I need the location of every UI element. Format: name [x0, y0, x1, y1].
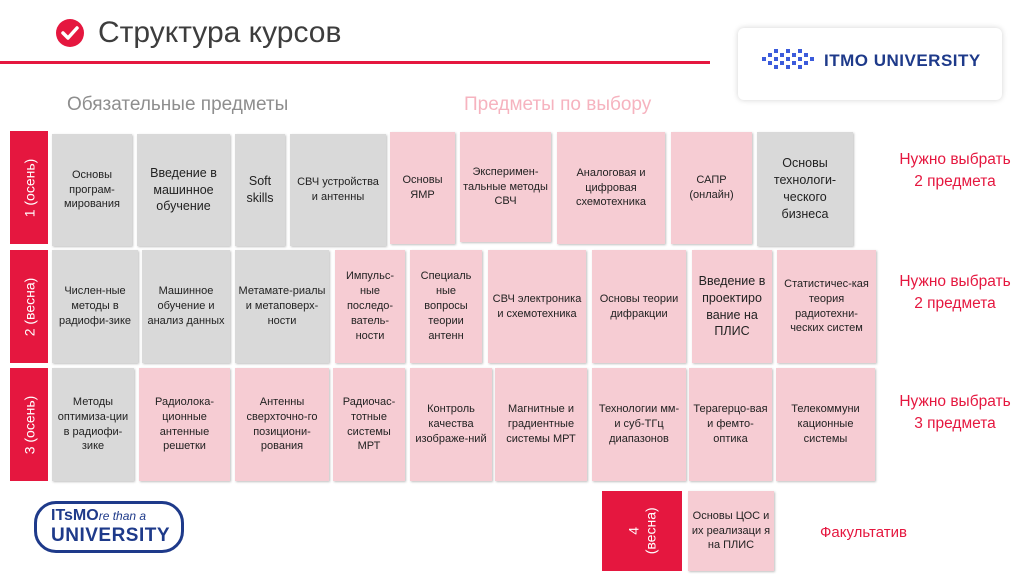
semester-2-label: 2 (весна) — [10, 250, 48, 363]
course-box: Терагерцо-вая и фемто-оптика — [689, 368, 772, 481]
course-box: Числен-ные методы в радиофи-зике — [52, 250, 138, 363]
elective-optional-note: Факультатив — [820, 524, 907, 541]
course-box: Основы ЯМР — [390, 132, 455, 244]
course-box: Аналоговая и цифровая схемотехника — [557, 132, 665, 244]
checkmark-icon — [56, 19, 84, 47]
course-box: Метамате-риалы и метаповерх-ности — [235, 250, 329, 363]
course-box: Введение в проектиро вание на ПЛИС — [692, 250, 772, 363]
course-box: Эксперимен-тальные методы СВЧ — [460, 132, 551, 242]
course-box: Контроль качества изображе-ний — [410, 368, 492, 481]
course-box: Введение в машинное обучение — [137, 134, 230, 246]
course-box: Радиочас-тотные системы МРТ — [333, 368, 405, 481]
course-box: Основы теории дифракции — [592, 250, 686, 363]
semester-4-label: 4 (весна) — [602, 491, 682, 571]
semester-3-label: 3 (осень) — [10, 368, 48, 481]
selection-note-3: Нужно выбрать 3 предмета — [899, 393, 1011, 432]
course-box: СВЧ устройства и антенны — [290, 134, 386, 246]
course-box: Телекоммуни кационные системы — [776, 368, 875, 481]
course-box: Машинное обучение и анализ данных — [142, 250, 230, 363]
required-subjects-heading: Обязательные предметы — [67, 94, 289, 115]
course-box: Импульс-ные последо-ватель-ности — [335, 250, 405, 363]
course-box: Основы програм-мирования — [52, 134, 132, 246]
course-box: Методы оптимиза-ции в радиофи-зике — [52, 368, 134, 481]
page-title: Структура курсов — [98, 16, 342, 49]
course-box: Основы ЦОС и их реализаци я на ПЛИС — [688, 491, 774, 571]
elective-subjects-heading: Предметы по выбору — [464, 94, 652, 115]
course-box: САПР (онлайн) — [671, 132, 752, 244]
itmo-dots-icon — [762, 47, 818, 73]
selection-note-1: Нужно выбрать 2 предмета — [899, 151, 1011, 190]
course-box: Технологии мм- и суб-ТГц диапазонов — [592, 368, 686, 481]
course-box: Основы технологи-ческого бизнеса — [757, 132, 853, 246]
itmo-logo-text: ITMO UNIVERSITY — [824, 51, 981, 70]
course-box: Soft skills — [235, 134, 285, 246]
semester-1-label: 1 (осень) — [10, 131, 48, 244]
title-underline — [0, 61, 710, 64]
course-box: Антенны сверхточно-го позициони-рования — [235, 368, 329, 481]
course-box: Статистичес-кая теория радиотехни-ческих систем — [777, 250, 876, 363]
course-box: СВЧ электроника и схемотехника — [488, 250, 586, 363]
itmo-footer-logo: ITsMOre than a UNIVERSITY — [34, 501, 184, 553]
course-box: Специаль ные вопросы теории антенн — [410, 250, 482, 363]
course-box: Радиолока-ционные антенные решетки — [139, 368, 230, 481]
course-box: Магнитные и градиентные системы МРТ — [495, 368, 587, 481]
selection-note-2: Нужно выбрать 2 предмета — [899, 273, 1011, 312]
